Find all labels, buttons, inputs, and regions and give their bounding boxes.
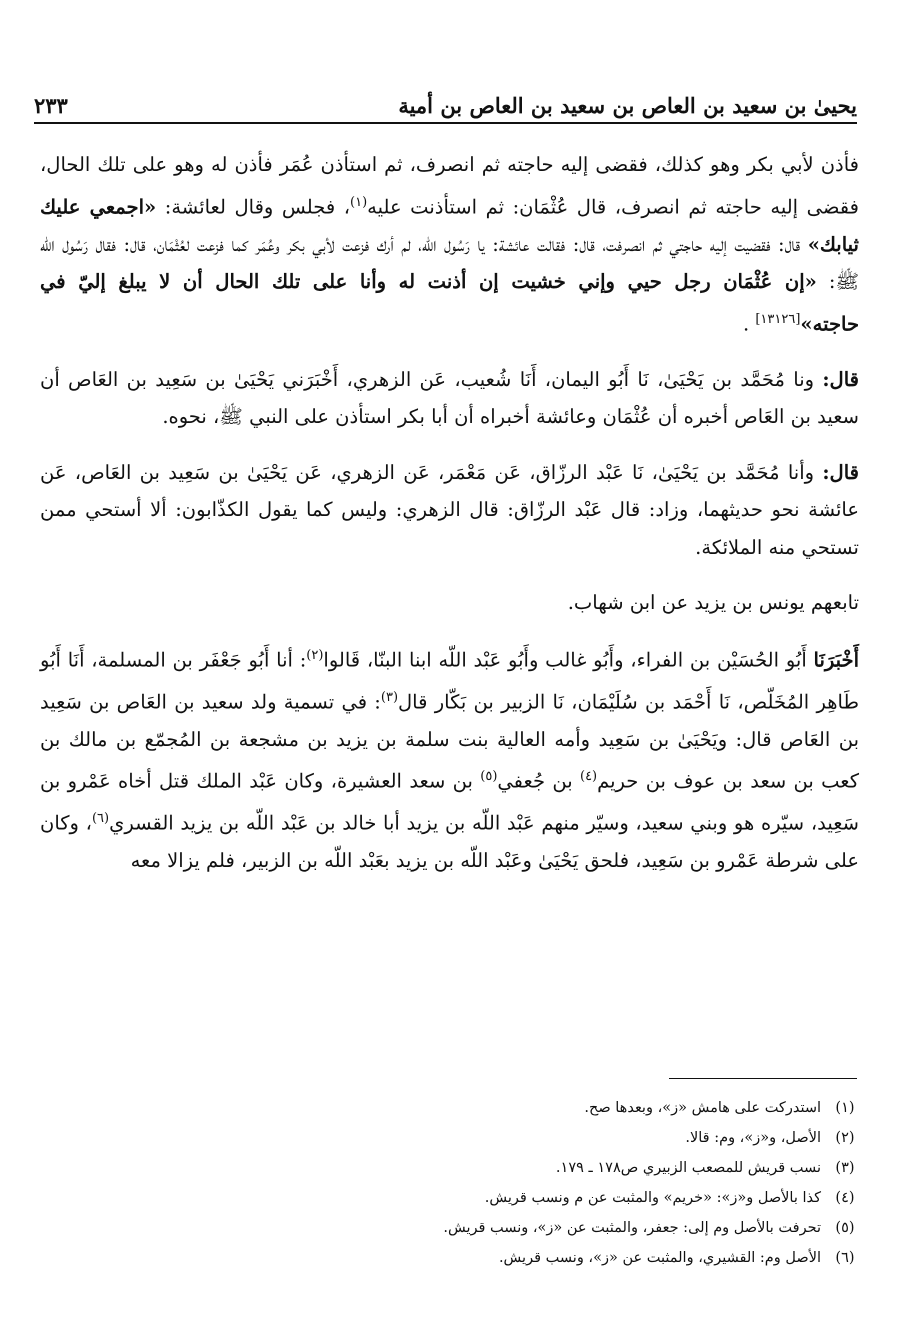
footnote-marker-1: (١) (350, 194, 368, 210)
footnote-4 (40, 1183, 859, 1213)
footnote-marker-4: (٤) (579, 769, 598, 784)
page-number: ٢٣٣ (34, 93, 68, 118)
paragraph-5-text-f: ، وكان على شرطة عَمْرو بن سَعِيد، فلحق يَحْيَىٰ وعَبْد اللّه بن يزيد بعَبْد اللّه بن الزبير، فلم يزالا معه (40, 811, 859, 872)
paragraph-5-text-c: : في تسمية ولد سعيد بن العَاص بن سَعِيد بن العَاص قال: ويَحْيَىٰ بن سَعِيد وأمه العالية بنت سلمة بن يزيد بن مشجعة بن المُجمّع بن مالك بن كعب بن سعد بن عوف بن حريم (40, 690, 860, 793)
paragraph-1 (40, 146, 859, 343)
footnote-number: (٣) (835, 1160, 855, 1176)
footnote-number: (٢) (835, 1130, 855, 1146)
paragraph-4-text: تابعهم يونس بن يزيد عن ابن شهاب. (567, 591, 859, 614)
footnote-separator (669, 1078, 857, 1079)
paragraph-4 (40, 584, 859, 622)
footnote-marker-3: (٣) (380, 689, 399, 705)
footnote-marker-6: (٦) (91, 811, 110, 826)
paragraph-1-text-a: فأذن لأبي بكر وهو كذلك، فقضى إليه حاجته ثم انصرف، ثم استأذن عُمَر فأذن له وهو على تلك الحال، فقضى إليه حاجته ثم انصرف، قال عُثْمَان: ثم استأذنت عليه (40, 153, 859, 218)
paragraph-5-text-d: بن جُعفي (497, 769, 580, 793)
paragraph-5-lead: أَخْبَرَنَا (813, 648, 859, 671)
footnote-marker-2: (٢) (306, 647, 324, 663)
paragraph-3-lead: قال: (822, 460, 859, 484)
paragraph-1-end: . (742, 312, 756, 335)
footnote-5 (40, 1213, 859, 1243)
footnote-text: نسب قريش للمصعب الزبيري ص١٧٨ ـ ١٧٩. (555, 1160, 821, 1176)
main-text (40, 146, 859, 880)
footnote-number: (٤) (835, 1190, 855, 1206)
hadith-quote-2: «إن عُثْمَان رجل حيي وإني خشيت إن أذنت له وأنا على تلك الحال أن لا يبلغ إليّ في حاجته» (40, 270, 859, 335)
paragraph-1-text-b: ، فجلس وقال لعائشة: (156, 195, 351, 218)
footnote-2 (40, 1123, 859, 1153)
footnotes (40, 1093, 859, 1273)
paragraph-3 (40, 454, 859, 567)
footnote-text: استدركت على هامش «ز»، وبعدها صح. (584, 1100, 821, 1116)
paragraph-5-text-b: : أنا أَبُو جَعْفَر بن المسلمة، أَنَا أَبُو طَاهِر المُخَلّص، نَا أَحْمَد بن سُلَيْمَان، نَا الزبير بن بَكّار قال (40, 648, 859, 713)
paragraph-3-text: وأنا مُحَمَّد بن يَحْيَىٰ، نَا عَبْد الرزّاق، عَن مَعْمَر، عَن الزهري، عَن يَحْيَىٰ بن سَعِيد بن العَاص، عَن عائشة نحو حديثهما، وزاد: قال عَبْد الرزّاق: قال الزهري: وليس كما يقول الكذّابون: ألا أستحي ممن تستحي منه الملائكة. (40, 460, 859, 559)
footnote-marker-5: (٥) (480, 769, 498, 784)
footnote-number: (٥) (835, 1220, 855, 1236)
footnote-3 (40, 1153, 859, 1183)
paragraph-2-lead: قال: (822, 367, 859, 391)
paragraph-2-text: ونا مُحَمَّد بن يَحْيَىٰ، نَا أَبُو اليمان، أَنَا شُعيب، عَن الزهري، أَخْبَرَني يَحْيَىٰ بن سَعِيد بن العَاص أن سعيد بن العَاص أخبره أن عُثْمَان وعائشة أخبراه أن أبا بكر استأذن على النبي ﷺ، نحوه. (40, 367, 859, 428)
footnote-text: تحرفت بالأصل وم إلى: جعفر، والمثبت عن «ز»، ونسب قريش. (443, 1220, 821, 1236)
footnote-text: الأصل وم: القشيري، والمثبت عن «ز»، ونسب قريش. (498, 1250, 821, 1266)
running-title: يحيىٰ بن سعيد بن العاص بن سعيد بن العاص بن أمية (398, 93, 857, 118)
paragraph-5-text-a: أَبُو الحُسَيْن بن الفراء، وأَبُو غالب وأَبُو عَبْد اللّه ابنا البنّا، قَالوا (323, 648, 814, 671)
paragraph-1-text-c: قال: فقضيت إليه حاجتي ثم انصرفت، قال: فقالت عائشة: يا رَسُول الله، لم أرك فزعت لأبي بكر وعُمَر كما فزعت لعُثْمَان، قال: فقال رَسُول الله ﷺ: (40, 232, 859, 293)
paragraph-5-text-e: بن سعد العشيرة، وكان عَبْد الملك قتل أخاه عَمْرو بن سَعِيد، سيّره هو وبني سعيد، وسيّر منهم عَبْد اللّه بن يزيد أبا خالد بن عَبْد اللّه بن يزيد القسري (40, 769, 859, 835)
footnote-text: كذا بالأصل و«ز»: «خريم» والمثبت عن م ونسب قريش. (484, 1190, 821, 1206)
footnote-text: الأصل، و«ز»، وم: قالا. (685, 1130, 821, 1146)
hadith-reference-number: [١٣١٢٦] (755, 311, 801, 327)
footnote-1 (40, 1093, 859, 1123)
footnote-6 (40, 1243, 859, 1273)
paragraph-5 (40, 637, 859, 880)
footnote-number: (١) (835, 1100, 855, 1116)
footnote-number: (٦) (835, 1250, 855, 1266)
hadith-quote-1: «اجمعي عليك ثيابك» (40, 195, 859, 256)
paragraph-2 (40, 361, 859, 436)
running-header (34, 78, 857, 124)
